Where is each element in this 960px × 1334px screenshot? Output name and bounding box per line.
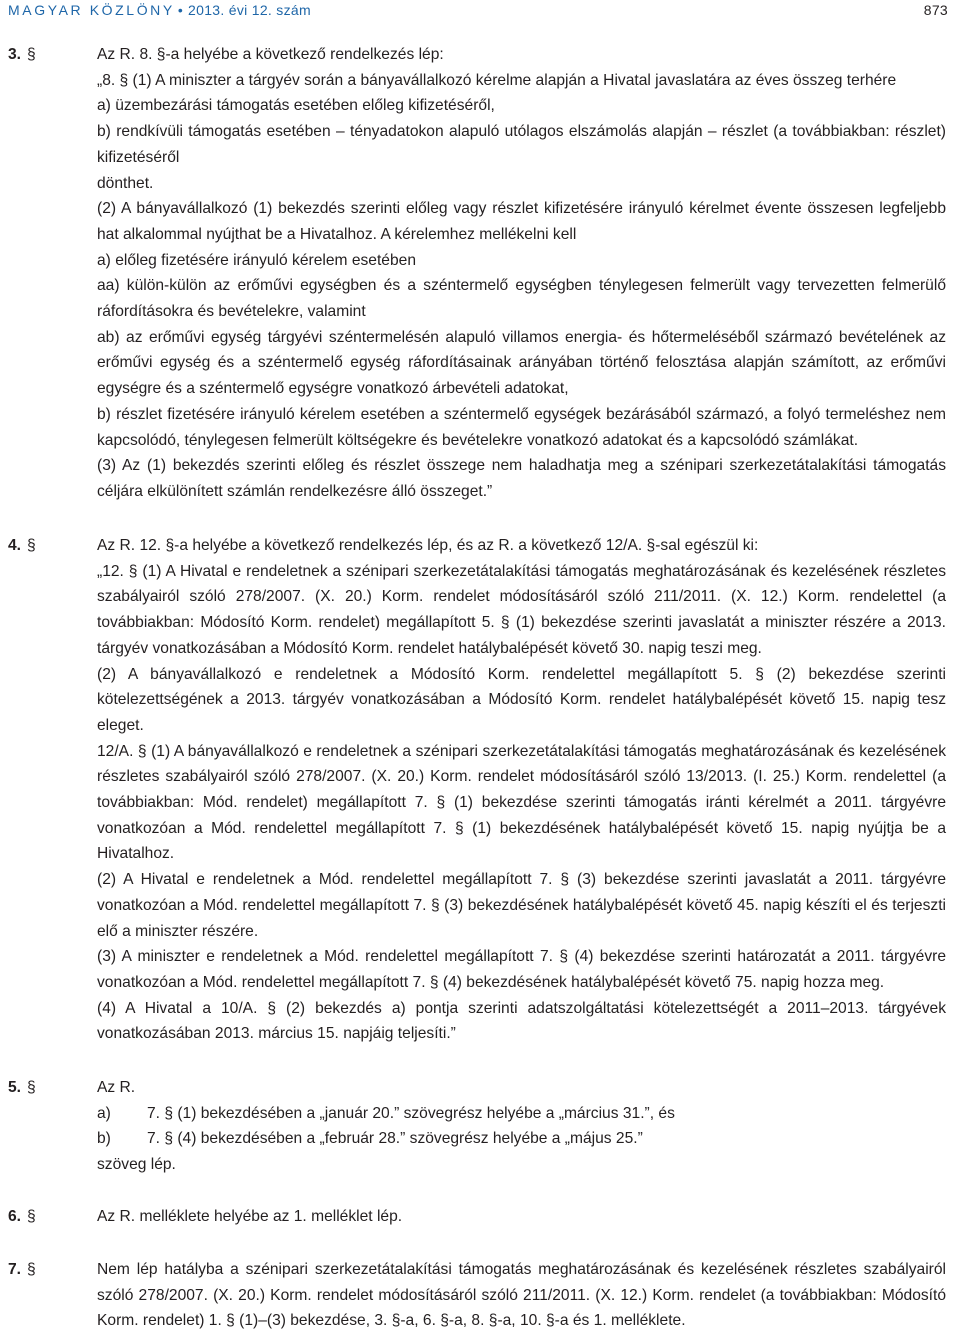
paragraph: ab) az erőművi egység tárgyévi széntermelésén alapuló villamos energia- és hőtermeléséből származó bevételének az erőművi egység és a széntermelő egység ráfordításainak arányában történő felosztása alapján számított, az erőművi egységre és a széntermelő egységre vonatkozó árbevételi adatokat, xyxy=(97,328,946,398)
section-body xyxy=(97,42,946,505)
paragraph: dönthet. xyxy=(97,174,154,192)
section-number-value: 3. xyxy=(8,46,22,63)
list-item xyxy=(97,1101,946,1127)
section-body xyxy=(97,533,946,1047)
section-7 xyxy=(8,1257,946,1334)
section-number xyxy=(8,1204,96,1230)
header-bullet-separator: • xyxy=(177,2,184,18)
paragraph: Nem lép hatályba a szénipari szerkezetátalakítási támogatás meghatározásának és kezelésének részletes szabályairól szóló 278/2007. (X. 20.) Korm. rendelet módosításáról szóló 211/2011. (X. 12.) Korm. rendelet (a továbbiakban: Módosító Korm. rendelet) 1. § (1)–(3) bekezdése, 3. §-a, 6. §-a, 8. §-a, 10. §-a és 1. melléklete. xyxy=(97,1261,946,1330)
section-symbol: § xyxy=(27,1079,36,1096)
list-item-label: b) xyxy=(97,1130,111,1148)
paragraph: (4) A Hivatal a 10/A. § (2) bekezdés a) pontja szerinti adatszolgáltatási kötelezettségét a 2011–2013. tárgyévek vonatkozásában 2013. március 15. napjáig teljesíti.” xyxy=(97,999,946,1043)
paragraph: Az R. xyxy=(97,1079,136,1096)
section-number-value: 7. xyxy=(8,1261,22,1278)
section-number xyxy=(8,1257,96,1283)
page-number: 873 xyxy=(923,2,948,18)
section-number-value: 6. xyxy=(8,1208,22,1225)
paragraph: Az R. melléklete helyébe az 1. melléklet lép. xyxy=(97,1208,403,1225)
header-left xyxy=(8,0,311,20)
section-symbol: § xyxy=(27,537,36,554)
list-item-text: 7. § (1) bekezdésében a „január 20.” szövegrész helyébe a „március 31.”, és xyxy=(147,1104,675,1122)
section-number-value: 4. xyxy=(8,537,22,554)
section-number-value: 5. xyxy=(8,1079,22,1096)
section-body xyxy=(97,1204,946,1230)
section-number xyxy=(8,533,96,559)
paragraph: Az R. 8. §-a helyébe a következő rendelkezés lép: xyxy=(97,46,444,63)
list-item xyxy=(97,1126,946,1152)
paragraph: a) előleg fizetésére irányuló kérelem esetében xyxy=(97,251,416,269)
paragraph: (2) A bányavállalkozó e rendeletnek a Módosító Korm. rendelettel megállapított 5. § (2) bekezdése szerinti kötelezettségének a 2013. tárgyév vonatkozásában a Módosító Korm. rendelet hatálybalépését követő 15. napig tesz eleget. xyxy=(97,665,946,734)
paragraph: (3) Az (1) bekezdés szerinti előleg és részlet összege nem haladhatja meg a szénipari szerkezetátalakítási támogatás céljára elkülönített számlán rendelkezésre álló összeget.” xyxy=(97,457,946,500)
paragraph: „12. § (1) A Hivatal e rendeletnek a szénipari szerkezetátalakítási támogatás meghatározásának és kezelésének részletes szabályairól szóló 278/2007. (X. 20.) Korm. rendelet módosításáról szóló 211/2011. (X. 12.) Korm. rendelettel (a továbbiakban: Módosító Korm. rendelet) megállapított 5. § (1) bekezdése szerinti javaslatát a miniszter részére a 2013. tárgyév vonatkozásában a Módosító Korm. rendelet hatálybalépését követő 30. napig teszi meg. xyxy=(97,562,946,657)
list-item-label: a) xyxy=(97,1104,111,1122)
page-header xyxy=(8,0,948,20)
paragraph: 12/A. § (1) A bányavállalkozó e rendeletnek a szénipari szerkezetátalakítási támogatás meghatározásának és kezelésének részletes szabályairól szóló 278/2007. (X. 20.) Korm. rendelet módosításáról szóló 13/2013. (I. 25.) Korm. rendelettel (a továbbiakban: Mód. rendelet) megállapított 7. § (1) bekezdése szerinti támogatás iránti kérelmét a 2011. tárgyévre vonatkozóan a Mód. rendelettel megállapított 7. § (1) bekezdésének hatálybalépését követő 15. napig nyújtja be a Hivatalhoz. xyxy=(97,742,946,863)
list-item-text: 7. § (4) bekezdésében a „február 28.” szövegrész helyébe a „május 25.” xyxy=(147,1130,643,1148)
section-symbol: § xyxy=(27,1208,36,1225)
paragraph: „8. § (1) A miniszter a tárgyév során a bányavállalkozó kérelme alapján a Hivatal javaslatára az éves összeg terhére xyxy=(97,71,897,89)
section-6 xyxy=(8,1204,946,1230)
paragraph: Az R. 12. §-a helyébe a következő rendelkezés lép, és az R. a következő 12/A. §-sal egészül ki: xyxy=(97,537,759,554)
paragraph: a) üzembezárási támogatás esetében előleg kifizetéséről, xyxy=(97,97,495,115)
section-4 xyxy=(8,533,946,1047)
section-body xyxy=(97,1257,946,1334)
section-number xyxy=(8,1075,96,1101)
paragraph: (2) A bányavállalkozó (1) bekezdés szerinti előleg vagy részlet kifizetésére irányuló kérelmet évente összesen legfeljebb hat alkalommal nyújthat be a Hivatalhoz. A kérelemhez mellékelni kell xyxy=(97,200,946,243)
paragraph: (2) A Hivatal e rendeletnek a Mód. rendelettel megállapított 7. § (3) bekezdése szerinti javaslatát a 2011. tárgyévre vonatkozóan a Mód. rendelettel megállapított 7. § (3) bekezdésének hatálybalépését követő 45. napig készíti el és terjeszti elő a miniszter részére. xyxy=(97,871,946,940)
paragraph: b) rendkívüli támogatás esetében – tényadatokon alapuló utólagos elszámolás alapján – részlet (a továbbiakban: részlet) kifizetéséről xyxy=(97,123,946,166)
journal-title: MAGYAR KÖZLÖNY xyxy=(8,2,175,18)
section-3 xyxy=(8,42,946,505)
paragraph: szöveg lép. xyxy=(97,1156,176,1174)
section-symbol: § xyxy=(27,46,36,63)
paragraph: aa) külön-külön az erőművi egységben és a széntermelő egységben ténylegesen felmerült vagy tervezetten felmerülő ráfordításokra és bevételekre, valamint xyxy=(97,277,946,321)
section-5 xyxy=(8,1075,946,1178)
paragraph: (3) A miniszter e rendeletnek a Mód. rendelettel megállapított 7. § (4) bekezdése szerinti határozatát a 2011. tárgyévre vonatkozóan a Mód. rendelettel megállapított 7. § (4) bekezdésének hatálybalépését követő 75. napig hozza meg. xyxy=(97,948,946,991)
paragraph: b) részlet fizetésére irányuló kérelem esetében a széntermelő egységek bezárásából származó, a folyó termeléshez nem kapcsolódó, ténylegesen felmerült költségekre és bevételekre vonatkozó adatokat és a kapcsolódó számlákat. xyxy=(97,405,946,449)
section-symbol: § xyxy=(27,1261,36,1278)
section-body xyxy=(97,1075,946,1178)
section-number xyxy=(8,42,96,68)
issue-label: 2013. évi 12. szám xyxy=(188,2,311,18)
